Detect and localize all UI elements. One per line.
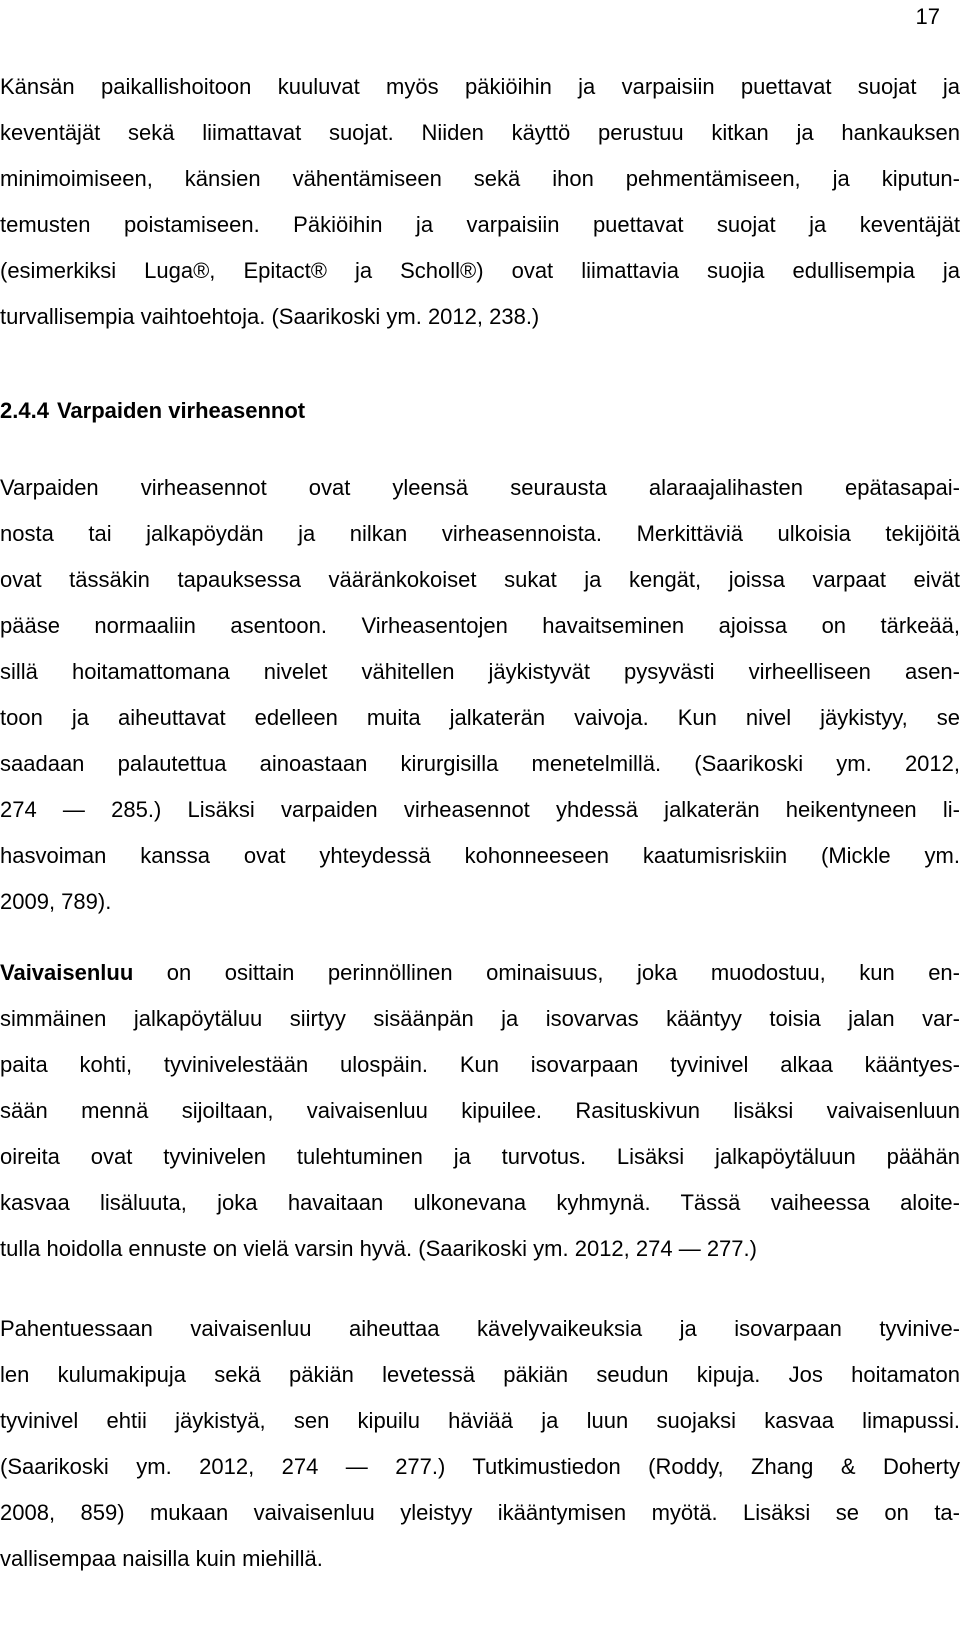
text-line: 2008, 859) mukaan vaivaisenluu yleistyy ikääntymisen myötä. Lisäksi se on ta- [0, 1500, 960, 1525]
text-line: oireita ovat tyvinivelen tulehtuminen ja turvotus. Lisäksi jalkapöytäluun päähän [0, 1144, 960, 1169]
text-line: paita kohti, tyvinivelestään ulospäin. Kun isovarpaan tyvinivel alkaa kääntyes- [0, 1052, 960, 1077]
paragraph-bunion-progression [0, 1306, 960, 1582]
text-line: simmäinen jalkapöytäluu siirtyy sisäänpän ja isovarvas kääntyy toisia jalan var- [0, 1006, 960, 1031]
text-line: sään mennä sijoiltaan, vaivaisenluu kipuilee. Rasituskivun lisäksi vaivaisenluun [0, 1098, 960, 1123]
text-line: 274 — 285.) Lisäksi varpaiden virheasennot yhdessä jalkaterän heikentyneen li- [0, 797, 960, 822]
text-line: Varpaiden virheasennot ovat yleensä seurausta alaraajalihasten epätasapai- [0, 475, 960, 500]
paragraph-callus-treatment [0, 64, 960, 340]
text-line: (Saarikoski ym. 2012, 274 — 277.) Tutkimustiedon (Roddy, Zhang & Doherty [0, 1454, 960, 1479]
text-line [0, 950, 960, 996]
text-line: vallisempaa naisilla kuin miehillä. [0, 1546, 323, 1571]
text-line: pääse normaaliin asentoon. Virheasentojen havaitseminen ajoissa on tärkeää, [0, 613, 960, 638]
text-line: keventäjät sekä liimattavat suojat. Niiden käyttö perustuu kitkan ja hankauksen [0, 120, 960, 145]
text-line: nosta tai jalkapöydän ja nilkan virheasennoista. Merkittäviä ulkoisia tekijöitä [0, 521, 960, 546]
text-line: hasvoiman kanssa ovat yhteydessä kohonneeseen kaatumisriskiin (Mickle ym. [0, 843, 960, 868]
text-line: sillä hoitamattomana nivelet vähitellen jäykistyvät pysyvästi virheelliseen asen- [0, 659, 960, 684]
paragraph-toe-deformities [0, 465, 960, 925]
text-line: turvallisempia vaihtoehtoja. (Saarikoski ym. 2012, 238.) [0, 304, 540, 329]
text-line: tyvinivel ehtii jäykistyä, sen kipuilu häviää ja luun suojaksi kasvaa limapussi. [0, 1408, 960, 1433]
text-line: len kulumakipuja sekä päkiän levetessä päkiän seudun kipuja. Jos hoitamaton [0, 1362, 960, 1387]
text-line: ovat tässäkin tapauksessa vääränkokoiset sukat ja kengät, joissa varpaat eivät [0, 567, 960, 592]
text-line: (esimerkiksi Luga®, Epitact® ja Scholl®) ovat liimattavia suojia edullisempia ja [0, 258, 960, 283]
text-line: temusten poistamiseen. Päkiöihin ja varpaisiin puettavat suojat ja keventäjät [0, 212, 960, 237]
text-line: Pahentuessaan vaivaisenluu aiheuttaa kävelyvaikeuksia ja isovarpaan tyvinive- [0, 1316, 960, 1341]
page-number: 17 [915, 4, 940, 29]
bold-term: Vaivaisenluu [0, 960, 134, 985]
text-line: toon ja aiheuttavat edelleen muita jalkaterän vaivoja. Kun nivel jäykistyy, se [0, 705, 960, 730]
text-line: kasvaa lisäluuta, joka havaitaan ulkonevana kyhmynä. Tässä vaiheessa aloite- [0, 1190, 960, 1215]
section-title: Varpaiden virheasennot [56, 398, 306, 423]
text-line: Känsän paikallishoitoon kuuluvat myös päkiöihin ja varpaisiin puettavat suojat ja [0, 74, 960, 99]
text-line: 2009, 789). [0, 889, 112, 914]
section-number: 2.4.4 [0, 398, 49, 423]
text-line: minimoimiseen, känsien vähentämiseen sekä ihon pehmentämiseen, ja kiputun- [0, 166, 960, 191]
text-line: tulla hoidolla ennuste on vielä varsin hyvä. (Saarikoski ym. 2012, 274 — 277.) [0, 1236, 757, 1261]
section-heading [0, 396, 305, 426]
paragraph-bunion [0, 950, 960, 1272]
text-fragment: on osittain perinnöllinen ominaisuus, joka muodostuu, kun en- [133, 960, 960, 985]
text-line: saadaan palautettua ainoastaan kirurgisilla menetelmillä. (Saarikoski ym. 2012, [0, 751, 960, 776]
